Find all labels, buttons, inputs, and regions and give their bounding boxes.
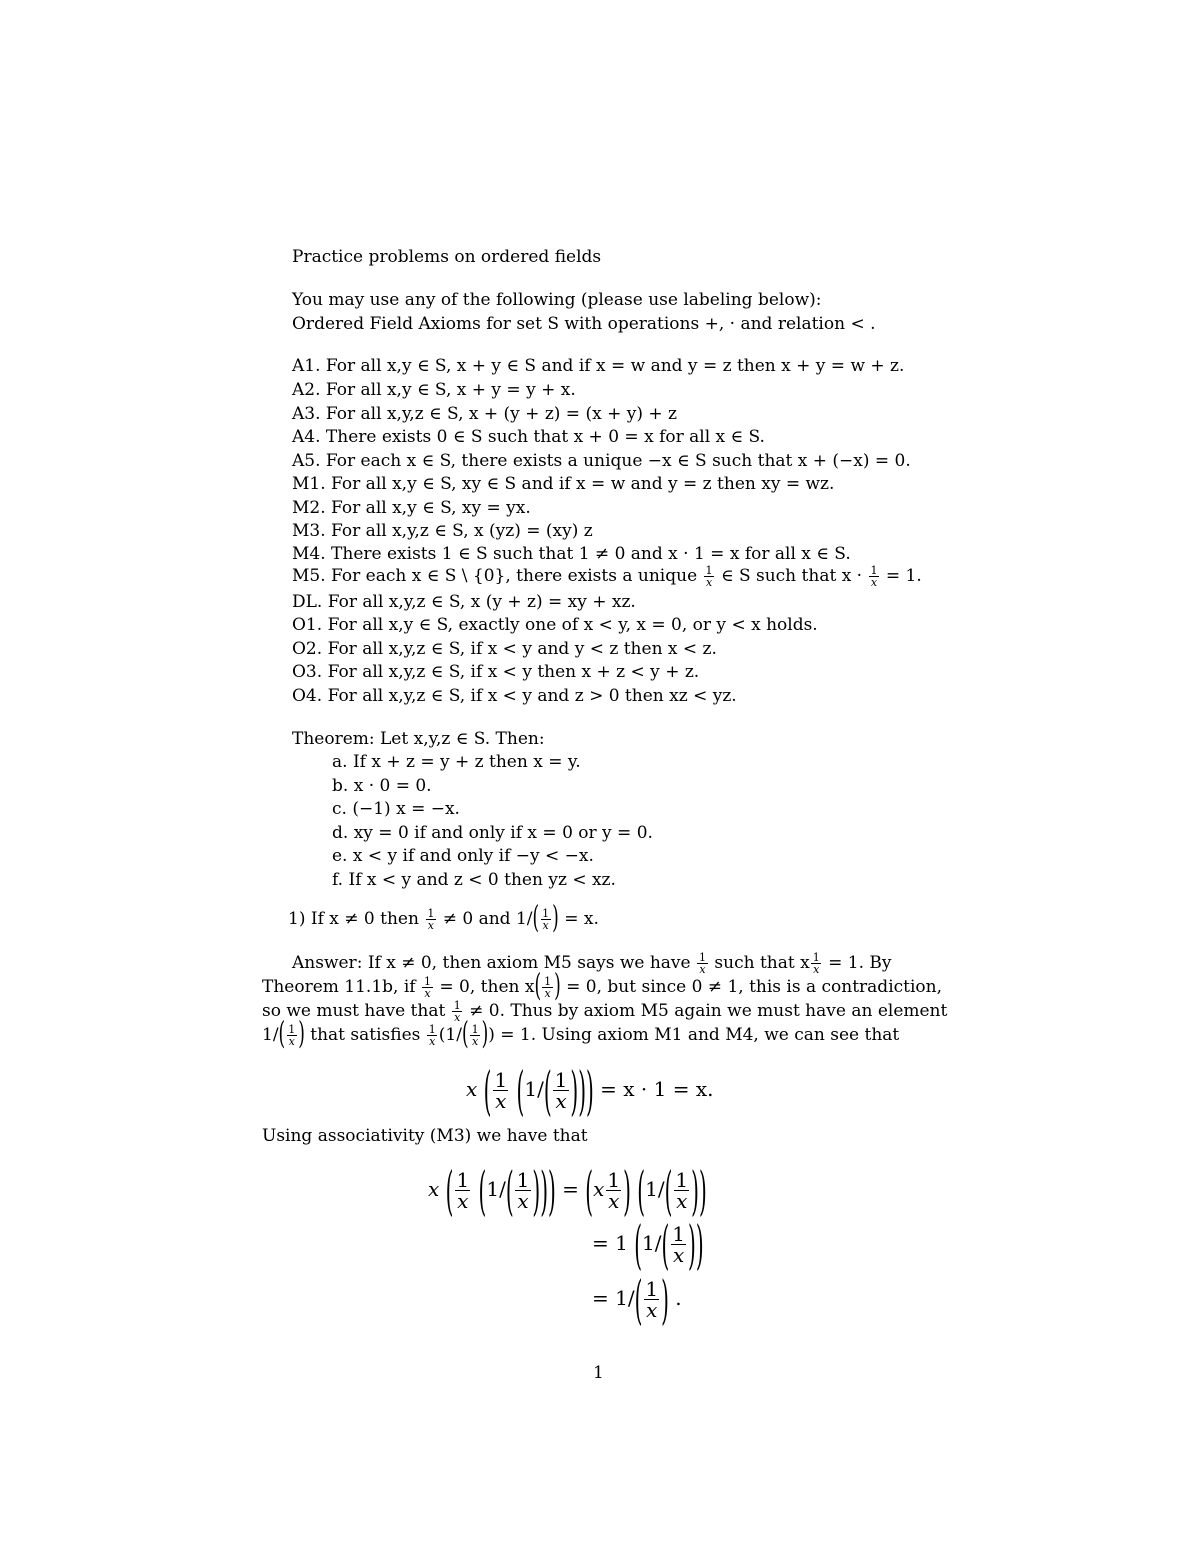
item-text: (−1) x = −x. <box>352 799 460 819</box>
axiom-label: A3. <box>292 404 321 424</box>
theorem-item-f <box>332 869 616 892</box>
fraction-one-over-x: $\frac{1}{x}$ <box>453 999 461 1024</box>
axiom-text-b: ∈ S such that x · <box>720 566 863 586</box>
theorem-item-e <box>332 845 594 868</box>
fraction-one-over-x: $\frac{1}{x}$ <box>607 1168 621 1213</box>
axiom-label: O1. <box>292 615 323 635</box>
theorem-heading: Theorem: Let x,y,z ∈ S. Then: <box>292 729 545 749</box>
theorem-item-d <box>332 822 653 845</box>
item-label: b. <box>332 776 349 796</box>
axiom-label: M5. <box>292 566 326 586</box>
answer-line-2: Theorem 11.1b, if $\frac{1}{x}$ = 0, then x( $\frac{1}{x}$ ) = 0, but since 0 ≠ 1, this is a contradiction, <box>262 968 943 1005</box>
axiom-text: For each x ∈ S, there exists a unique −x ∈ S such that x + (−x) = 0. <box>325 451 911 471</box>
axiom-a5 <box>292 450 911 473</box>
intro-line-1: You may use any of the following (please use labeling below): <box>292 290 822 310</box>
page-number: 1 <box>593 1363 604 1383</box>
axiom-text: For all x,y ∈ S, xy = yx. <box>331 498 531 518</box>
axiom-o4 <box>292 685 737 708</box>
axiom-text-a: For each x ∈ S \ {0}, there exists a unique <box>331 566 698 586</box>
fraction-one-over-x: $\frac{1}{x}$ <box>672 1222 686 1267</box>
answer-line-3: so we must have that $\frac{1}{x}$ ≠ 0. Thus by axiom M5 again we must have an element <box>262 999 948 1024</box>
axiom-m4 <box>292 543 851 566</box>
item-label: e. <box>332 846 348 866</box>
item-label: a. <box>332 752 348 772</box>
axiom-m5 <box>292 565 922 588</box>
fraction-one-over-x: $\frac{1}{x}$ <box>645 1277 659 1322</box>
fraction-one-over-x: $\frac{1}{x}$ <box>544 975 552 1000</box>
axiom-text: There exists 1 ∈ S such that 1 ≠ 0 and x · 1 = x for all x ∈ S. <box>331 544 851 564</box>
doc-title: Practice problems on ordered fields <box>292 247 602 267</box>
fraction-one-over-x: $\frac{1}{x}$ <box>471 1023 479 1048</box>
axiom-text: There exists 0 ∈ S such that x + 0 = x for all x ∈ S. <box>325 427 765 447</box>
axiom-label: A1. <box>292 356 321 376</box>
intro-line-2: Ordered Field Axioms for set S with operations +, · and relation < . <box>292 314 876 334</box>
fraction-one-over-x: $\frac{1}{x}$ <box>675 1168 689 1213</box>
axiom-text: For all x,y ∈ S, xy ∈ S and if x = w and y = z then xy = wz. <box>331 474 835 494</box>
axiom-label: A4. <box>292 427 321 447</box>
axiom-text: For all x,y,z ∈ S, if x < y and y < z then x < z. <box>327 639 717 659</box>
fraction-one-over-x: $\frac{1}{x}$ <box>456 1168 470 1213</box>
fraction-one-over-x: $\frac{1}{x}$ <box>705 564 713 589</box>
item-text: xy = 0 if and only if x = 0 or y = 0. <box>353 823 653 843</box>
fraction-one-over-x: $\frac{1}{x}$ <box>516 1168 530 1213</box>
axiom-text: For all x,y ∈ S, exactly one of x < y, x = 0, or y < x holds. <box>327 615 818 635</box>
item-label: d. <box>332 823 349 843</box>
fraction-one-over-x: $\frac{1}{x}$ <box>870 564 878 589</box>
fraction-one-over-x: $\frac{1}{x}$ <box>554 1068 568 1113</box>
answer-line-1: Answer: If x ≠ 0, then axiom M5 says we have $\frac{1}{x}$ such that x $\frac{1}{x}$ = 1. By <box>292 951 892 976</box>
theorem-item-c <box>332 798 460 821</box>
display-equation-2-row-1: x ( $\frac{1}{x}$ (1/( $\frac{1}{x}$ ))) = (x $\frac{1}{x}$ ) (1/( $\frac{1}{x}$ )) <box>428 1159 707 1222</box>
axiom-label: A5. <box>292 451 321 471</box>
axiom-a2 <box>292 379 576 402</box>
axiom-text: For all x,y,z ∈ S, x (yz) = (xy) z <box>331 521 593 541</box>
item-text: x < y if and only if −y < −x. <box>352 846 594 866</box>
axiom-label: M4. <box>292 544 326 564</box>
axiom-m3 <box>292 520 593 543</box>
axiom-a1 <box>292 355 904 378</box>
answer-line-4: 1/( $\frac{1}{x}$ ) that satisfies $\frac{1}{x}$ (1/( $\frac{1}{x}$ )) = 1. Using axiom M1 and M4, we can see that <box>262 1016 900 1053</box>
axiom-a4 <box>292 426 765 449</box>
fraction-one-over-x: $\frac{1}{x}$ <box>494 1068 508 1113</box>
axiom-text: For all x,y ∈ S, x + y ∈ S and if x = w and y = z then x + y = w + z. <box>325 356 905 376</box>
theorem-item-a <box>332 751 581 774</box>
display-equation-2-row-2: = 1 (1/( $\frac{1}{x}$ )) <box>592 1213 704 1276</box>
item-text: If x < y and z < 0 then yz < xz. <box>348 870 616 890</box>
axiom-label: M1. <box>292 474 326 494</box>
axiom-text-c: = 1. <box>885 566 922 586</box>
axiom-m1 <box>292 473 834 496</box>
axiom-text: For all x,y,z ∈ S, x (y + z) = xy + xz. <box>327 592 636 612</box>
display-equation-1: x ( $\frac{1}{x}$ (1/( $\frac{1}{x}$ ))) = x · 1 = x. <box>466 1059 714 1122</box>
axiom-m2 <box>292 497 531 520</box>
item-text: If x + z = y + z then x = y. <box>352 752 581 772</box>
fraction-one-over-x: $\frac{1}{x}$ <box>288 1023 296 1048</box>
fraction-one-over-x: $\frac{1}{x}$ <box>427 907 435 932</box>
problem-1: 1) If x ≠ 0 then $\frac{1}{x}$ ≠ 0 and 1/( $\frac{1}{x}$ ) = x. <box>288 900 599 937</box>
axiom-o1 <box>292 614 818 637</box>
axiom-label: O3. <box>292 662 323 682</box>
item-label: c. <box>332 799 347 819</box>
theorem-item-b <box>332 775 432 798</box>
fraction-one-over-x: $\frac{1}{x}$ <box>428 1023 436 1048</box>
axiom-text: For all x,y ∈ S, x + y = y + x. <box>325 380 576 400</box>
item-text: x · 0 = 0. <box>353 776 432 796</box>
item-label: f. <box>332 870 344 890</box>
axiom-label: M3. <box>292 521 326 541</box>
fraction-one-over-x: $\frac{1}{x}$ <box>812 951 820 976</box>
fraction-one-over-x: $\frac{1}{x}$ <box>699 951 706 976</box>
fraction-one-over-x: $\frac{1}{x}$ <box>423 975 431 1000</box>
axiom-dl <box>292 591 636 614</box>
axiom-text: For all x,y,z ∈ S, if x < y and z > 0 then xz < yz. <box>327 686 737 706</box>
axiom-label: O2. <box>292 639 323 659</box>
axiom-a3 <box>292 403 677 426</box>
axiom-label: M2. <box>292 498 326 518</box>
axiom-text: For all x,y,z ∈ S, if x < y then x + z < y + z. <box>327 662 700 682</box>
axiom-o2 <box>292 638 717 661</box>
display-equation-2-row-3: = 1/( $\frac{1}{x}$ ) . <box>592 1268 682 1331</box>
axiom-o3 <box>292 661 699 684</box>
axiom-label: O4. <box>292 686 323 706</box>
fraction-one-over-x: $\frac{1}{x}$ <box>542 907 550 932</box>
axiom-label: A2. <box>292 380 321 400</box>
associativity-line: Using associativity (M3) we have that <box>262 1126 588 1146</box>
axiom-text: For all x,y,z ∈ S, x + (y + z) = (x + y) + z <box>325 404 677 424</box>
axiom-label: DL. <box>292 592 323 612</box>
